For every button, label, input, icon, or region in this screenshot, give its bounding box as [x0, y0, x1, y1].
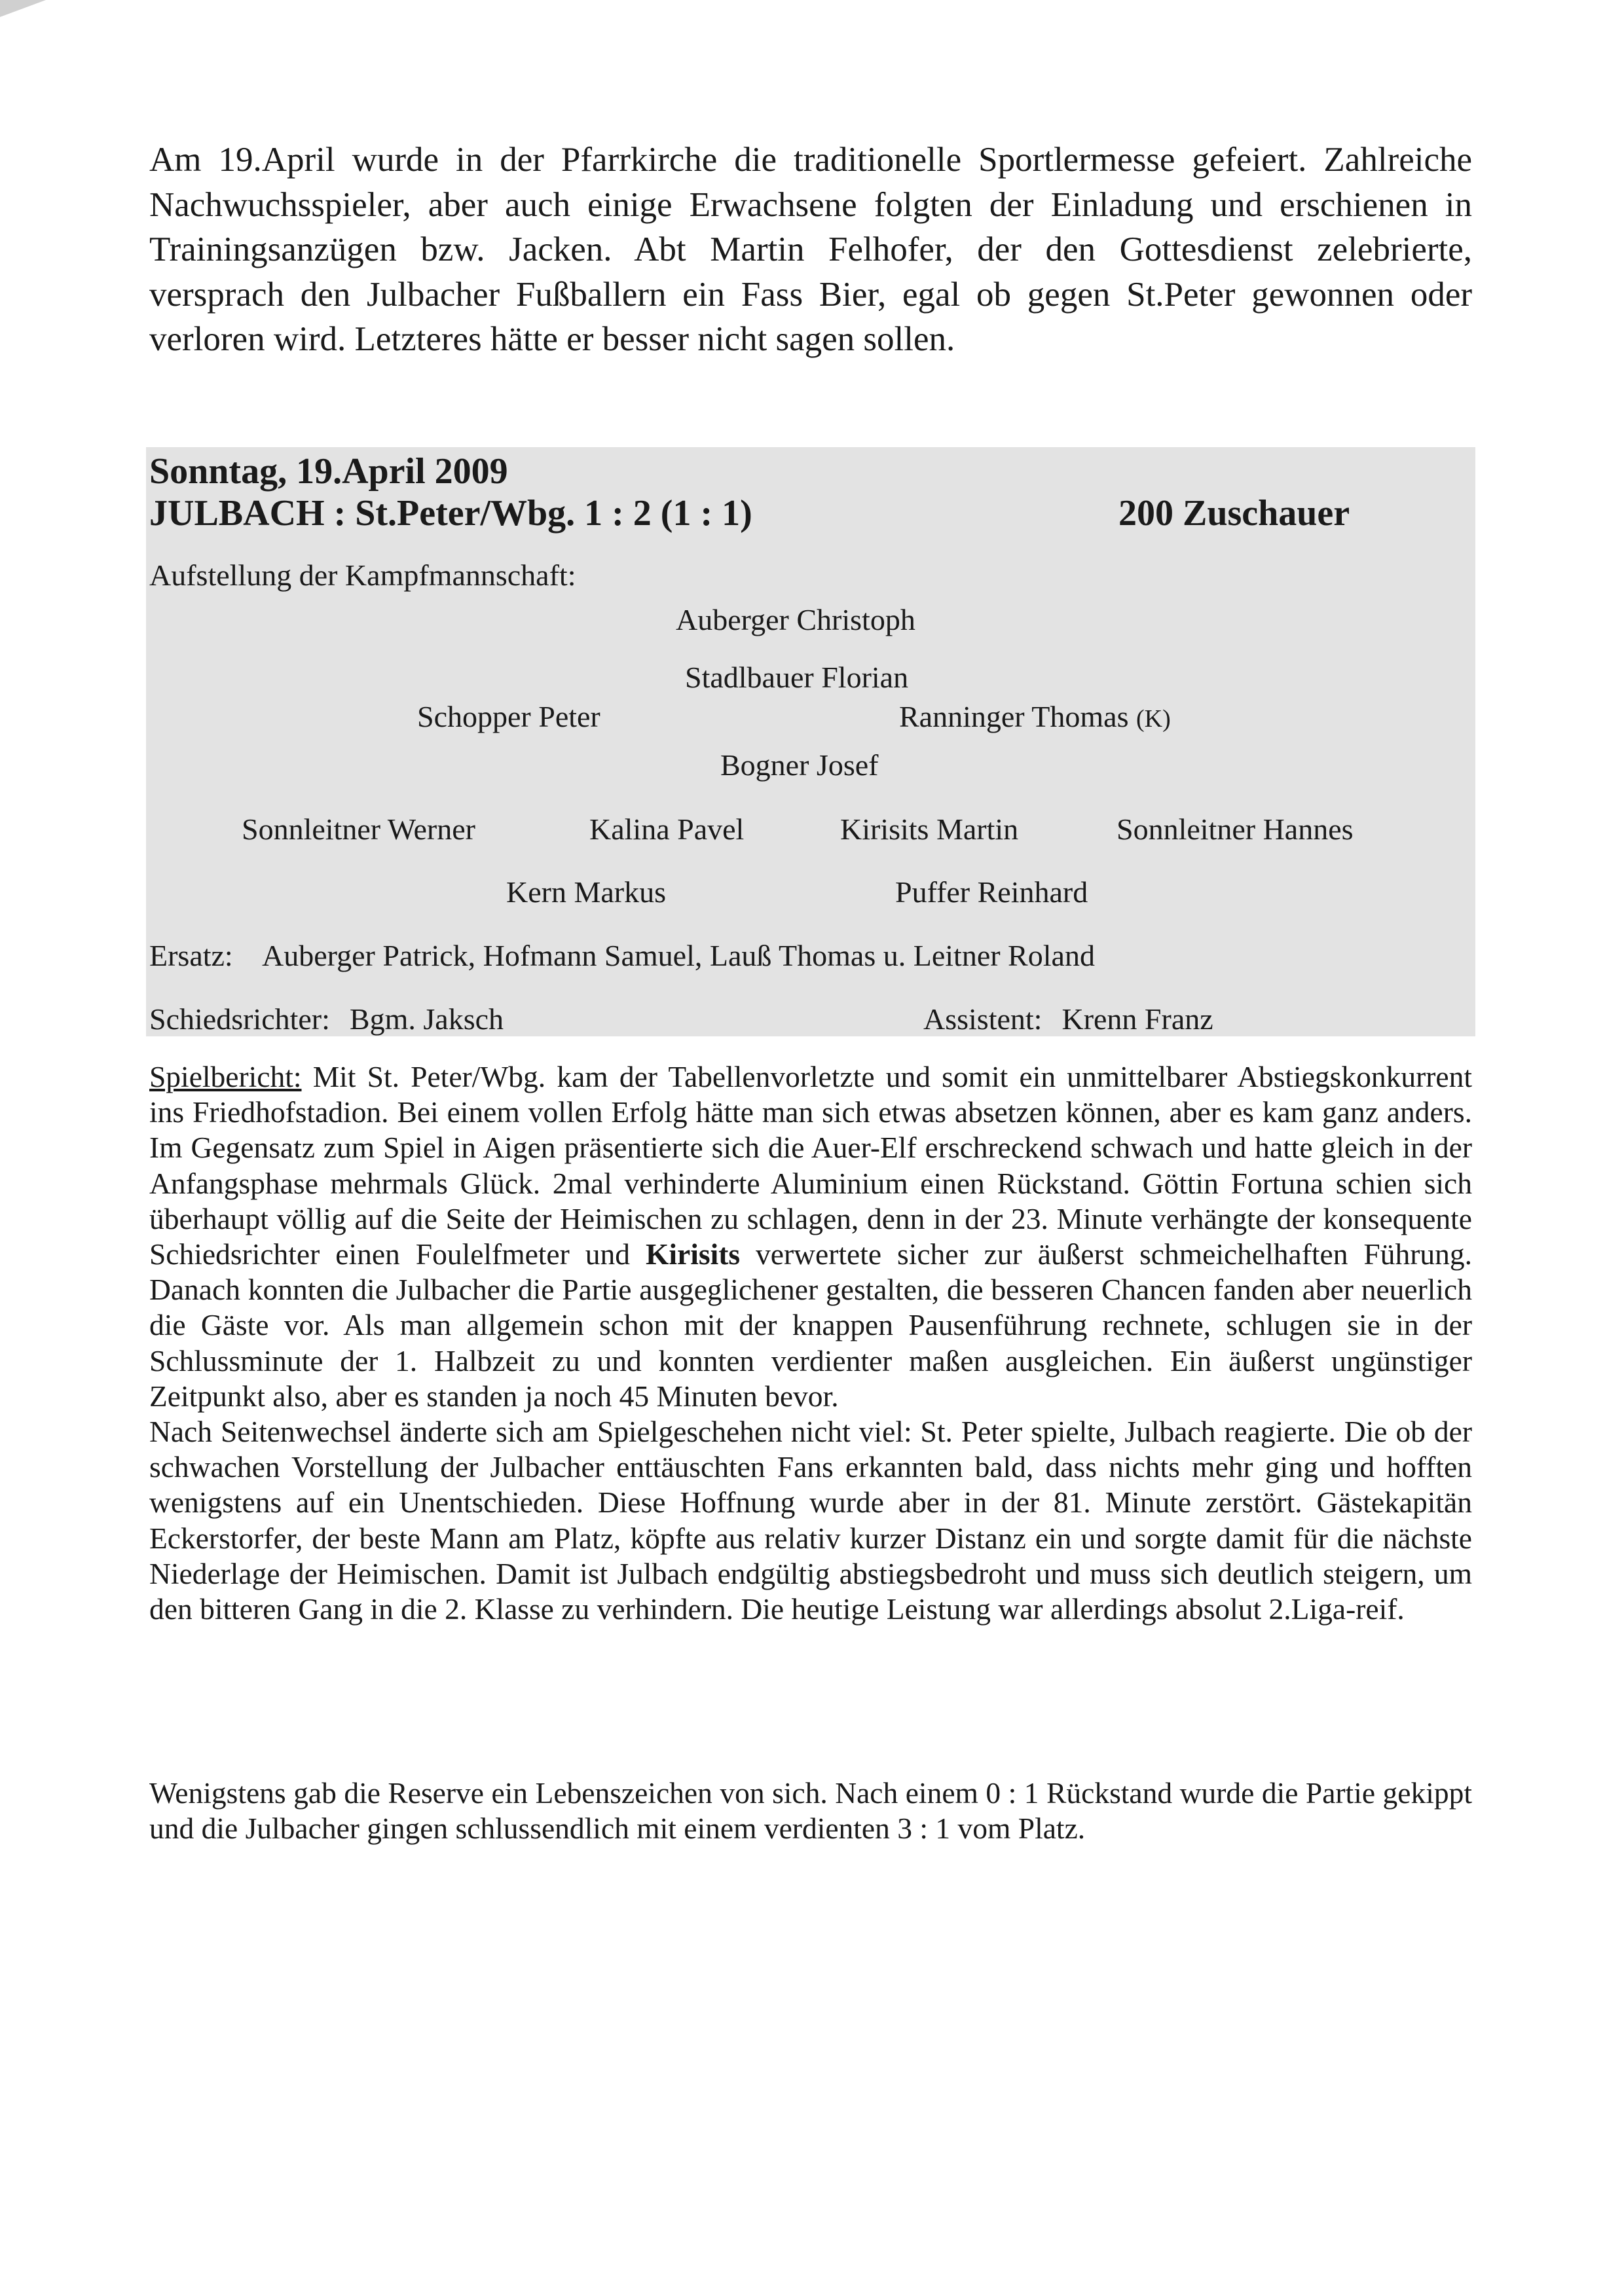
intro-paragraph: Am 19.April wurde in der Pfarrkirche die traditionelle Sportlermesse gefeiert. Zahlreiche Nachwuchsspieler, aber auch einige Erwachsene folgten der Einladung und erschienen in Trainingsanzügen bzw. Jacken. Abt Martin Felhofer, der den Gottesdienst zelebrierte, versprach den Julbacher Fußballern ein Fass Bier, egal ob gegen St.Peter gewonnen oder verloren wird. Letzteres hätte er besser nicht sagen sollen. [149, 141, 1472, 358]
captain-mark: (K) [1135, 705, 1171, 733]
player-goalkeeper: Auberger Christoph [676, 603, 915, 636]
spectator-count: 200 Zuschauer [1118, 493, 1350, 534]
report-text-1a: Mit St. Peter/Wbg. kam der Tabellenvorletzte und somit ein unmittelbarer Abstiegskonkurrent ins Friedhofstadion. Bei einem vollen Erfolg hätte man sich etwas absetzen können, aber es kam ganz anders. Im Gegensatz zum Spiel in Aigen präsentierte sich die Auer-Elf erschreckend schwach und hatte gleich in der Anfangsphase mehrmals Glück. 2mal verhinderte Aluminium einen Rückstand. Göttin Fortuna schien sich überhaupt völlig auf die Seite der Heimischen zu schlagen, denn in der 23. Minute verhängte der konsequente Schiedsrichter einen Foulelfmeter und [149, 1060, 1472, 1271]
player-midfield-2: Kalina Pavel [589, 812, 745, 846]
substitutes-line [149, 938, 1095, 973]
player-stopper: Bogner Josef [720, 748, 879, 782]
match-date: Sonntag, 19.April 2009 [149, 451, 508, 492]
report-text-1b: verwertete sicher zur äußerst schmeichelhaften Führung. Danach konnten die Julbacher die Partie ausgeglichener gestalten, die besseren Chancen fanden aber neuerlich die Gäste vor. Als man allgemein schon mit der knappen Pausenführung rechnete, schlugen sie in der Schlussminute der 1. Halbzeit zu und konnten verdienter maßen ausgleichen. Ein äußerst ungünstiger Zeitpunkt also, aber es standen ja noch 45 Minuten bevor. [149, 1237, 1473, 1413]
report-scorer-name: Kirisits [646, 1237, 741, 1271]
page-corner-mark [0, 0, 46, 17]
player-defender-left: Schopper Peter [417, 700, 600, 733]
assistant-name: Krenn Franz [1061, 1002, 1213, 1036]
player-forward-1: Kern Markus [506, 875, 666, 909]
report-paragraph-2: Nach Seitenwechsel änderte sich am Spielgeschehen nicht viel: St. Peter spielte, Julbach reagierte. Die ob der schwachen Vorstellung der Julbacher enttäuschten Fans erkannten bald, dass nichts mehr ging und hofften wenigstens auf ein Unentschieden. Diese Hoffnung wurde aber in der 81. Minute zerstört. Gästekapitän Eckerstorfer, der beste Mann am Platz, köpfte aus relativ kurzer Distanz ein und sorgte damit für die nächste Niederlage der Heimischen. Damit ist Julbach endgültig abstiegsbedroht und muss sich deutlich steigern, um den bitteren Gang in die 2. Klasse zu verhindern. Die heutige Leistung war allerdings absolut 2.Liga-reif. [149, 1415, 1472, 1626]
report-paragraph-1 [149, 1059, 1472, 1414]
player-forward-2: Puffer Reinhard [895, 875, 1088, 909]
assistant-label: Assistent: [923, 1002, 1043, 1036]
substitutes-list: Auberger Patrick, Hofmann Samuel, Lauß Thomas u. Leitner Roland [262, 939, 1095, 972]
lineup-label: Aufstellung der Kampfmannschaft: [149, 558, 576, 592]
player-midfield-4: Sonnleitner Hannes [1116, 812, 1354, 846]
match-result-line [149, 492, 752, 534]
player-defender-right-name: Ranninger Thomas [899, 700, 1129, 733]
player-libero: Stadlbauer Florian [685, 661, 909, 694]
match-report [149, 1059, 1472, 1627]
reserve-paragraph: Wenigstens gab die Reserve ein Lebenszeichen von sich. Nach einem 0 : 1 Rückstand wurde die Partie gekippt und die Julbacher gingen schlussendlich mit einem verdienten 3 : 1 vom Platz. [149, 1776, 1472, 1846]
substitutes-label: Ersatz: [149, 939, 233, 972]
assistant-line [923, 1002, 1213, 1036]
match-score: 1 : 2 (1 : 1) [584, 493, 752, 534]
player-defender-right [899, 699, 1171, 734]
report-label: Spielbericht: [149, 1060, 302, 1093]
referee-name: Bgm. Jaksch [349, 1002, 504, 1036]
player-midfield-3: Kirisits Martin [840, 812, 1019, 846]
match-teams: JULBACH : St.Peter/Wbg. [149, 493, 576, 534]
referee-label: Schiedsrichter: [149, 1002, 330, 1036]
referee-line [149, 1002, 504, 1036]
player-midfield-1: Sonnleitner Werner [242, 812, 475, 846]
